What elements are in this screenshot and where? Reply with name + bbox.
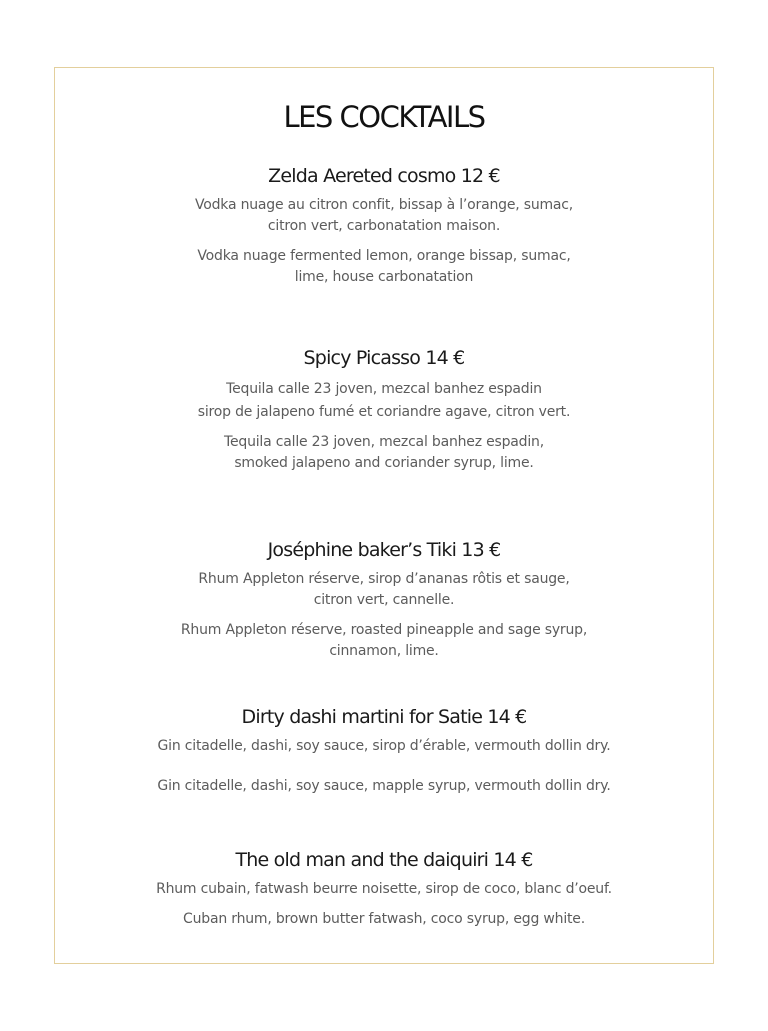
menu-title: LES COCKTAILS: [283, 100, 485, 134]
description-line: Cuban rhum, brown butter fatwash, coco syrup, egg white.: [183, 911, 585, 927]
description-english: [0, 776, 768, 797]
description-english: [0, 246, 768, 288]
description-line: Vodka nuage au citron confit, bissap à l’orange, sumac,: [194, 197, 574, 213]
description-line: cinnamon, lime.: [329, 643, 439, 659]
description-line: smoked jalapeno and coriander syrup, lime.: [234, 455, 534, 471]
description-french: [0, 569, 768, 611]
description-line: Gin citadelle, dashi, soy sauce, sirop d’érable, vermouth dollin dry.: [157, 738, 611, 754]
cocktail-item-old-man-daiquiri: [0, 847, 768, 930]
description-line: Rhum Appleton réserve, sirop d’ananas rôtis et sauge,: [198, 571, 570, 587]
description-english: [0, 432, 768, 474]
cocktail-name: Spicy Picasso 14 €: [303, 347, 465, 369]
cocktail-item-spicy-picasso: [0, 345, 768, 474]
description-french: [0, 377, 768, 423]
description-line: Tequila calle 23 joven, mezcal banhez espadin,: [224, 434, 544, 450]
cocktail-item-dirty-dashi: [0, 704, 768, 797]
description-line: citron vert, carbonatation maison.: [267, 218, 501, 234]
description-line: Vodka nuage fermented lemon, orange bissap, sumac,: [197, 248, 571, 264]
cocktail-name: The old man and the daiquiri 14 €: [235, 849, 533, 871]
description-line: Rhum Appleton réserve, roasted pineapple and sage syrup,: [180, 622, 588, 638]
cocktail-name: Joséphine baker’s Tiki 13 €: [267, 539, 501, 561]
description-line: Gin citadelle, dashi, soy sauce, mapple syrup, vermouth dollin dry.: [157, 778, 611, 794]
description-french: [0, 879, 768, 900]
description-french: [0, 736, 768, 757]
description-line: citron vert, cannelle.: [313, 592, 455, 608]
cocktail-item-zelda: [0, 163, 768, 288]
description-line: sirop de jalapeno fumé et coriandre agave, citron vert.: [197, 404, 571, 420]
description-english: [0, 620, 768, 662]
description-line: Tequila calle 23 joven, mezcal banhez espadin: [226, 381, 542, 397]
description-line: lime, house carbonatation: [294, 269, 474, 285]
cocktail-name: Dirty dashi martini for Satie 14 €: [241, 706, 527, 728]
description-english: [0, 909, 768, 930]
description-french: [0, 195, 768, 237]
cocktail-item-josephine-baker: [0, 537, 768, 662]
cocktail-name: Zelda Aereted cosmo 12 €: [268, 165, 500, 187]
description-line: Rhum cubain, fatwash beurre noisette, sirop de coco, blanc d’oeuf.: [156, 881, 612, 897]
